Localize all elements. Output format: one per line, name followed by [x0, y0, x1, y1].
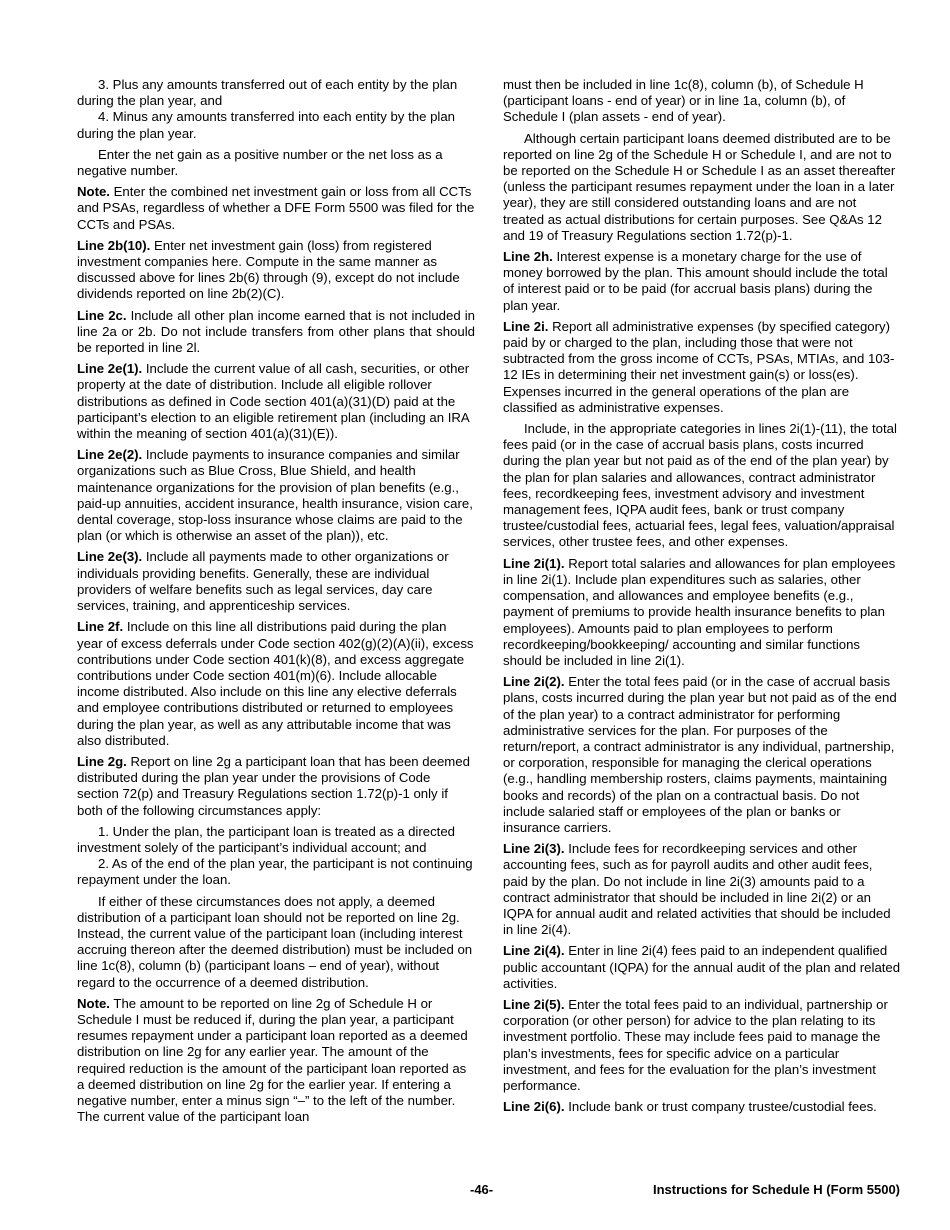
continued-paragraph: must then be included in line 1c(8), column (b), of Schedule H (participant loans - end of year) or in line 1a, column (b), of Schedule I (plan assets - end of year).: [503, 77, 864, 125]
line-2i3: [503, 841, 901, 938]
line-label: Line 2i(4).: [503, 943, 565, 959]
line-label: Line 2e(1).: [77, 361, 143, 377]
line-text: Report on line 2g a participant loan that has been deemed distributed during the plan year under the provisions of Code section 72(p) and Treasury Regulations section 1.72(p)-1 only if both of the following circumstances apply:: [77, 753, 470, 818]
line-label: Line 2f.: [77, 619, 124, 635]
paragraph-item-3: 3. Plus any amounts transferred out of each entity by the plan during the plan year, and: [77, 77, 458, 109]
line-text: Include payments to insurance companies and similar organizations such as Blue Cross, Blue Shield, and health maintenance organizations for the provision of plan benefits (e.g., paid-up annuities, accident insurance, health insurance, vision care, dental coverage, stop-loss insurance whose claims are paid to the plan (or which is otherwise an asset of the plan)), etc.: [77, 447, 473, 544]
line-text: Include bank or trust company trustee/custodial fees.: [564, 1099, 877, 1115]
line-2e3: [77, 549, 475, 614]
line-2i5: [503, 997, 901, 1094]
right-column: [503, 77, 901, 1120]
line-text: Enter the total fees paid to an individual, partnership or corporation (or other person) for advice to the plan relating to its investment portfolio. These may include fees paid to manage the plan’s investments, fees for specific advice on a particular investment, and fees for the evaluation for the plan’s investment performance.: [503, 996, 888, 1093]
line-text: Include the current value of all cash, securities, or other property at the date of distribution. Include all eligible rollover distributions as defined in Code section 401(a)(31)(D) paid at the participant’s election to an eligible retirement plan (including an IRA within the meaning of section 401(a)(31)(E)).: [77, 361, 470, 442]
line-label: Line 2i(5).: [503, 996, 565, 1012]
line-label: Line 2c.: [77, 307, 127, 323]
line-label: Line 2i(1).: [503, 555, 565, 571]
line-2i2: [503, 674, 901, 836]
line-label: Line 2i(2).: [503, 674, 565, 690]
line-text: Enter the total fees paid (or in the case of accrual basis plans, costs incurred during the plan year but not paid as of the end of the plan year) to a contract administrator for performing administrative services for the plan. For purposes of the return/report, a contract administrator is any individual, partnership, or corporation, responsible for managing the clerical operations (e.g., handling membership rosters, claims payments, maintaining books and records) of the plan on a contractual basis. Do not include salaried staff or employees of the plan or banks or insurance carriers.: [503, 674, 897, 835]
paragraph-although: Although certain participant loans deemed distributed are to be reported on line 2g of the Schedule H or Schedule I, and are not to be reported on the Schedule H or Schedule I as an asset thereafter (unless the participant resumes repayment under the loan in a later year), they are still considered outstanding loans and are not treated as actual distributions for certain purposes. See Q&As 12 and 19 of Treasury Regulations section 1.72(p)-1.: [503, 130, 896, 243]
line-label: Line 2i(6).: [503, 1099, 565, 1115]
page-number: -46-: [470, 1182, 494, 1197]
note-loan-reduction: [77, 996, 475, 1126]
line-2g-item-2: 2. As of the end of the plan year, the participant is not continuing repayment under the loan.: [77, 856, 473, 888]
note-text: Enter the combined net investment gain or loss from all CCTs and PSAs, regardless of whether a DFE Form 5500 was filed for the CCTs and PSAs.: [77, 184, 475, 232]
note-text: The amount to be reported on line 2g of Schedule H or Schedule I must be reduced if, during the plan year, a participant resumes repayment under a participant loan reported as a deemed distribution on line 2g for any earlier year. The amount of the required reduction is the amount of the participant loan reported as a deemed distribution on line 2g for the earlier year. If entering a negative number, enter a minus sign “–” to the left of the number. The current value of the participant loan: [77, 995, 468, 1125]
line-2h: [503, 249, 901, 314]
line-label: Line 2e(2).: [77, 447, 143, 463]
line-2g-paragraph: If either of these circumstances does not apply, a deemed distribution of a participant loan should not be reported on line 2g. Instead, the current value of the participant loan (including interest accruing thereon after the deemed distribution) must be included on line 1c(8), column (b) (participant loans – end of year), without regard to the occurrence of a deemed distribution.: [77, 893, 473, 990]
paragraph-include: Include, in the appropriate categories in lines 2i(1)-(11), the total fees paid (or in the case of accrual basis plans, costs incurred during the plan year but not paid as of the end of the plan year) by the plan for plan salaries and allowances, contract administrator fees, recordkeeping fees, investment advisory and investment management fees, IQPA audit fees, bank or trust company trustee/custodial fees, actuarial fees, legal fees, valuation/appraisal services, other trustee fees, and other expenses.: [503, 421, 897, 550]
line-text: Include all payments made to other organizations or individuals providing benefits. Generally, these are individual providers of welfare benefits such as legal services, day care services, training, and apprenticeship services.: [77, 549, 449, 614]
line-2g-item-1: 1. Under the plan, the participant loan is treated as a directed investment solely of the participant’s individual account; and: [77, 823, 456, 855]
paragraph-net-gain: Enter the net gain as a positive number or the net loss as a negative number.: [77, 146, 443, 179]
line-2f: [77, 619, 475, 749]
line-text: Enter in line 2i(4) fees paid to an independent qualified public accountant (IQPA) for the annual audit of the plan and related activities.: [503, 943, 901, 991]
line-label: Line 2e(3).: [77, 549, 143, 565]
line-label: Line 2i.: [503, 318, 549, 334]
line-2i4: [503, 943, 901, 992]
line-text: Report total salaries and allowances for plan employees in line 2i(1). Include plan expenditures such as salaries, other compensation, and allowances and employee benefits (e.g., payment of premiums to provide health insurance benefits to plan employees). Amounts paid to plan employees to perform recordkeeping/bookkeeping/ accounting and similar functions should be included in line 2i(1).: [503, 555, 896, 668]
line-text: Include on this line all distributions paid during the plan year of excess deferrals under Code section 402(g)(2)(A)(ii), excess contributions under Code section 401(k)(8), and excess aggregate contributions under Code section 401(m)(6). Include allocable income distributed. Also include on this line any elective deferrals and employee contributions distributed or returned to employees during the plan year, as well as any attributable income that was also distributed.: [77, 619, 474, 748]
line-text: Include fees for recordkeeping services and other accounting fees, such as for payroll audits and other audit fees, paid by the plan. Do not include in line 2i(3) amounts paid to a contract administrator that should be included in line 2i(2) or an IQPA for annual audit and related activities that should be included in line 2i(4).: [503, 841, 891, 938]
line-label: Line 2g.: [77, 753, 127, 769]
line-text: Enter net investment gain (loss) from registered investment companies here. Compute in the same manner as discussed above for lines 2b(6) through (9), except do not include dividends reported on line 2b(2)(C).: [77, 237, 460, 302]
note-combined-gain: [77, 184, 475, 233]
line-2c: [77, 308, 475, 357]
line-2e1: [77, 361, 475, 442]
line-label: Line 2i(3).: [503, 841, 565, 857]
line-text: Include all other plan income earned that is not included in line 2a or 2b. Do not include transfers from other plans that should be reported in line 2l.: [77, 307, 475, 356]
line-label: Line 2b(10).: [77, 237, 151, 253]
line-text: Report all administrative expenses (by specified category) paid by or charged to the plan, including those that were not subtracted from the gross income of CCTs, PSAs, MTIAs, and 103-12 IEs in determining their net investment gain(s) or loss(es). Expenses incurred in the general operations of the plan are classified as administrative expenses.: [503, 318, 895, 415]
line-2b10: [77, 238, 475, 303]
paragraph-item-4: 4. Minus any amounts transferred into each entity by the plan during the plan year.: [77, 109, 455, 141]
note-label: Note.: [77, 995, 110, 1011]
line-text: Interest expense is a monetary charge for the use of money borrowed by the plan. This amount should include the total of interest paid or to be paid (for accrual basis plans) during the plan year.: [503, 249, 888, 313]
line-label: Line 2h.: [503, 249, 553, 265]
line-2e2: [77, 447, 475, 544]
line-2i6: [503, 1099, 901, 1115]
left-column: [77, 77, 475, 1130]
document-title: Instructions for Schedule H (Form 5500): [652, 1182, 900, 1197]
line-2g: [77, 754, 475, 819]
note-label: Note.: [77, 184, 110, 200]
line-2i1: [503, 556, 901, 669]
line-2i: [503, 319, 901, 416]
